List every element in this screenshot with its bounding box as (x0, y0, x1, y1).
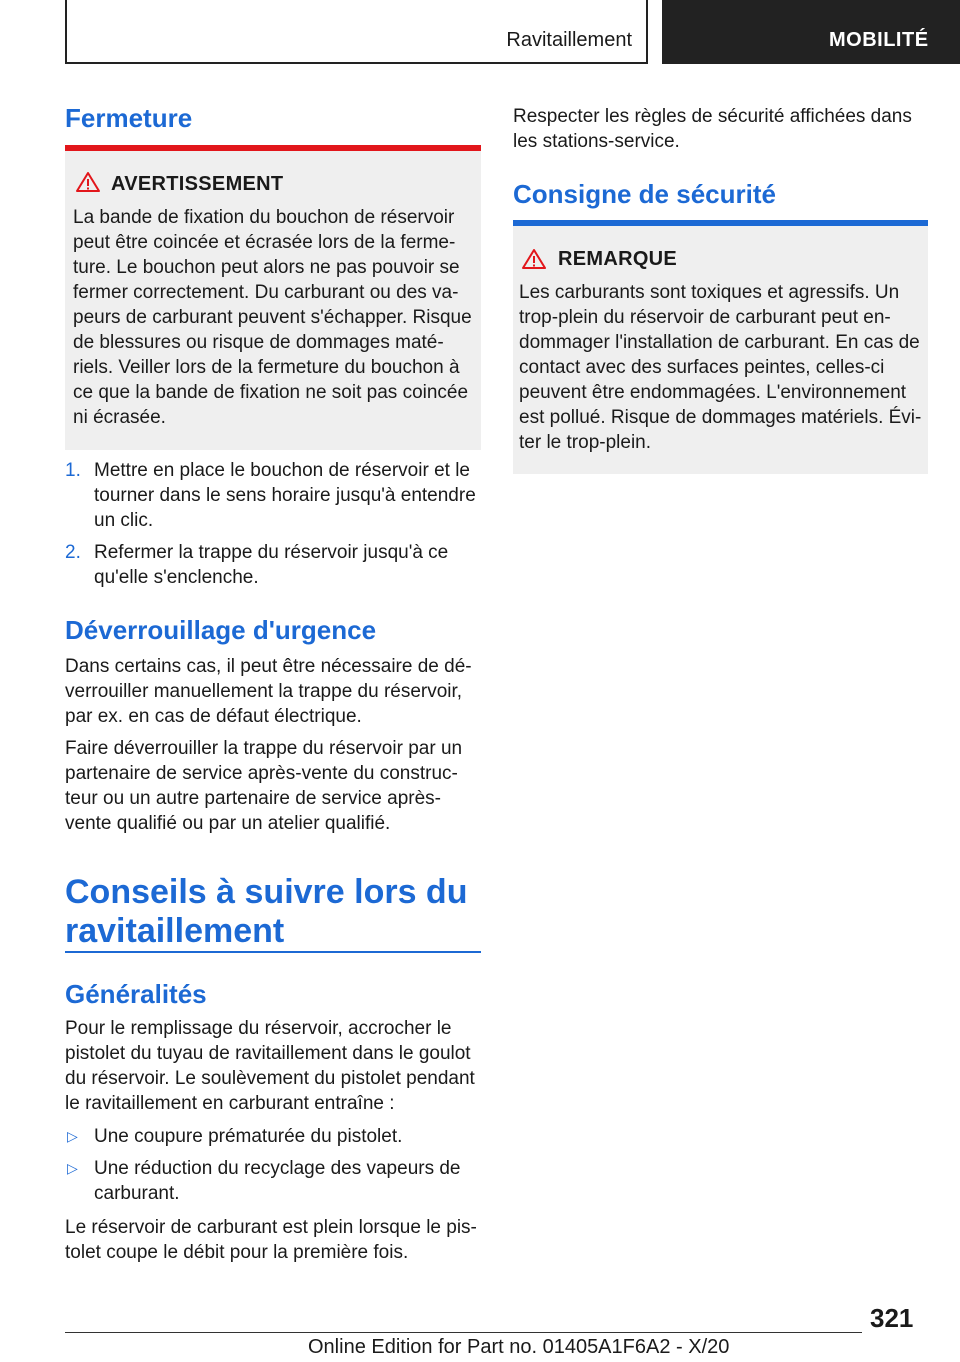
paragraph-line: partenaire de service après-vente du construc- (65, 763, 458, 784)
note-line: Les carburants sont toxiques et agressifs. Un (519, 282, 900, 303)
header-chapter-title: MOBILITÉ (829, 29, 929, 51)
paragraph-line: du réservoir. Le soulèvement du pistolet pendant (65, 1068, 475, 1089)
deverrouillage-paragraph-2 (65, 736, 462, 836)
step-line: un clic. (94, 510, 154, 531)
warning-triangle-icon (521, 248, 547, 270)
warning-line: ni écrasée. (73, 407, 166, 428)
paragraph-line: tolet coupe le débit pour la première fois. (65, 1242, 409, 1263)
conseils-heading (65, 873, 481, 951)
step-line: Mettre en place le bouchon de réservoir et le (94, 460, 470, 481)
warning-line: riels. Veiller lors de la fermeture du bouchon à (73, 357, 460, 378)
note-text (519, 280, 921, 455)
step-number: 2. (65, 542, 81, 563)
header-section-title: Ravitaillement (506, 29, 632, 51)
bullet-line: carburant. (94, 1183, 180, 1204)
bullet-text (94, 1156, 461, 1206)
page-number: 321 (870, 1303, 914, 1333)
heading-line: ravitaillement (65, 912, 285, 950)
warning-line: peut être coincée et écrasée lors de la ferme- (73, 232, 456, 253)
triangle-bullet-icon: ▷ (67, 1128, 78, 1144)
bullet-line: Une coupure prématurée du pistolet. (94, 1126, 403, 1147)
paragraph-line: teur ou un autre partenaire de service après- (65, 788, 441, 809)
warning-text (73, 205, 472, 430)
note-line: dommager l'installation de carburant. En cas de (519, 332, 920, 353)
deverrouillage-heading: Déverrouillage d'urgence (65, 615, 377, 645)
footer-rule (65, 1332, 862, 1333)
paragraph-line: Pour le remplissage du réservoir, accrocher le (65, 1018, 452, 1039)
conseils-rule (65, 951, 481, 953)
footer-edition: Online Edition for Part no. 01405A1F6A2 - X/20 (308, 1336, 730, 1358)
step-line: Refermer la trappe du réservoir jusqu'à ce (94, 542, 449, 563)
header-section-frame (65, 0, 648, 64)
generalites-paragraph-1 (65, 1016, 475, 1116)
note-line: ter le trop-plein. (519, 432, 652, 453)
paragraph-line: vente qualifié ou par un atelier qualifié. (65, 813, 391, 834)
paragraph-line: Dans certains cas, il peut être nécessaire de dé- (65, 656, 472, 677)
consigne-heading: Consigne de sécurité (513, 179, 776, 209)
note-box (513, 226, 928, 474)
step-text (94, 540, 448, 590)
step-line: tourner dans le sens horaire jusqu'à entendre (94, 485, 476, 506)
warning-triangle-icon (75, 171, 101, 193)
right-intro-paragraph (513, 104, 912, 154)
paragraph-line: le ravitaillement en carburant entraîne : (65, 1093, 395, 1114)
warning-line: peurs de carburant peuvent s'échapper. Risque (73, 307, 472, 328)
step-text (94, 458, 476, 533)
header-chapter-tab (662, 0, 960, 64)
paragraph-line: Respecter les règles de sécurité affichées dans (513, 106, 912, 127)
bullet-line: Une réduction du recyclage des vapeurs de (94, 1158, 461, 1179)
warning-line: ce que la bande de fixation ne soit pas coincée (73, 382, 469, 403)
note-title: REMARQUE (558, 248, 678, 270)
generalites-paragraph-2 (65, 1215, 477, 1265)
note-line: trop-plein du réservoir de carburant peut en- (519, 307, 891, 328)
bullet-text (94, 1124, 402, 1149)
step-number: 1. (65, 460, 81, 481)
fermeture-heading: Fermeture (65, 103, 193, 133)
paragraph-line: les stations-service. (513, 131, 680, 152)
warning-line: de blessures ou risque de dommages maté- (73, 332, 444, 353)
note-line: est pollué. Risque de dommages matériels. Évi- (519, 407, 922, 428)
deverrouillage-paragraph-1 (65, 654, 472, 729)
note-line: contact avec des surfaces peintes, celles-ci (519, 357, 885, 378)
paragraph-line: par ex. en cas de défaut électrique. (65, 706, 362, 727)
heading-line: Conseils à suivre lors du (65, 873, 468, 911)
paragraph-line: Faire déverrouiller la trappe du réservoir par un (65, 738, 463, 759)
warning-line: La bande de fixation du bouchon de réservoir (73, 207, 455, 228)
generalites-heading: Généralités (65, 979, 207, 1009)
step-line: qu'elle s'enclenche. (94, 567, 259, 588)
warning-title: AVERTISSEMENT (111, 173, 284, 195)
warning-box (65, 151, 481, 450)
warning-line: fermer correctement. Du carburant ou des va- (73, 282, 459, 303)
warning-line: ture. Le bouchon peut alors ne pas pouvoir se (73, 257, 460, 278)
paragraph-line: Le réservoir de carburant est plein lorsque le pis- (65, 1217, 477, 1238)
triangle-bullet-icon: ▷ (67, 1160, 78, 1176)
paragraph-line: pistolet du tuyau de ravitaillement dans le goulot (65, 1043, 471, 1064)
note-line: peuvent être endommagées. L'environnement (519, 382, 907, 403)
paragraph-line: verrouiller manuellement la trappe du réservoir, (65, 681, 463, 702)
